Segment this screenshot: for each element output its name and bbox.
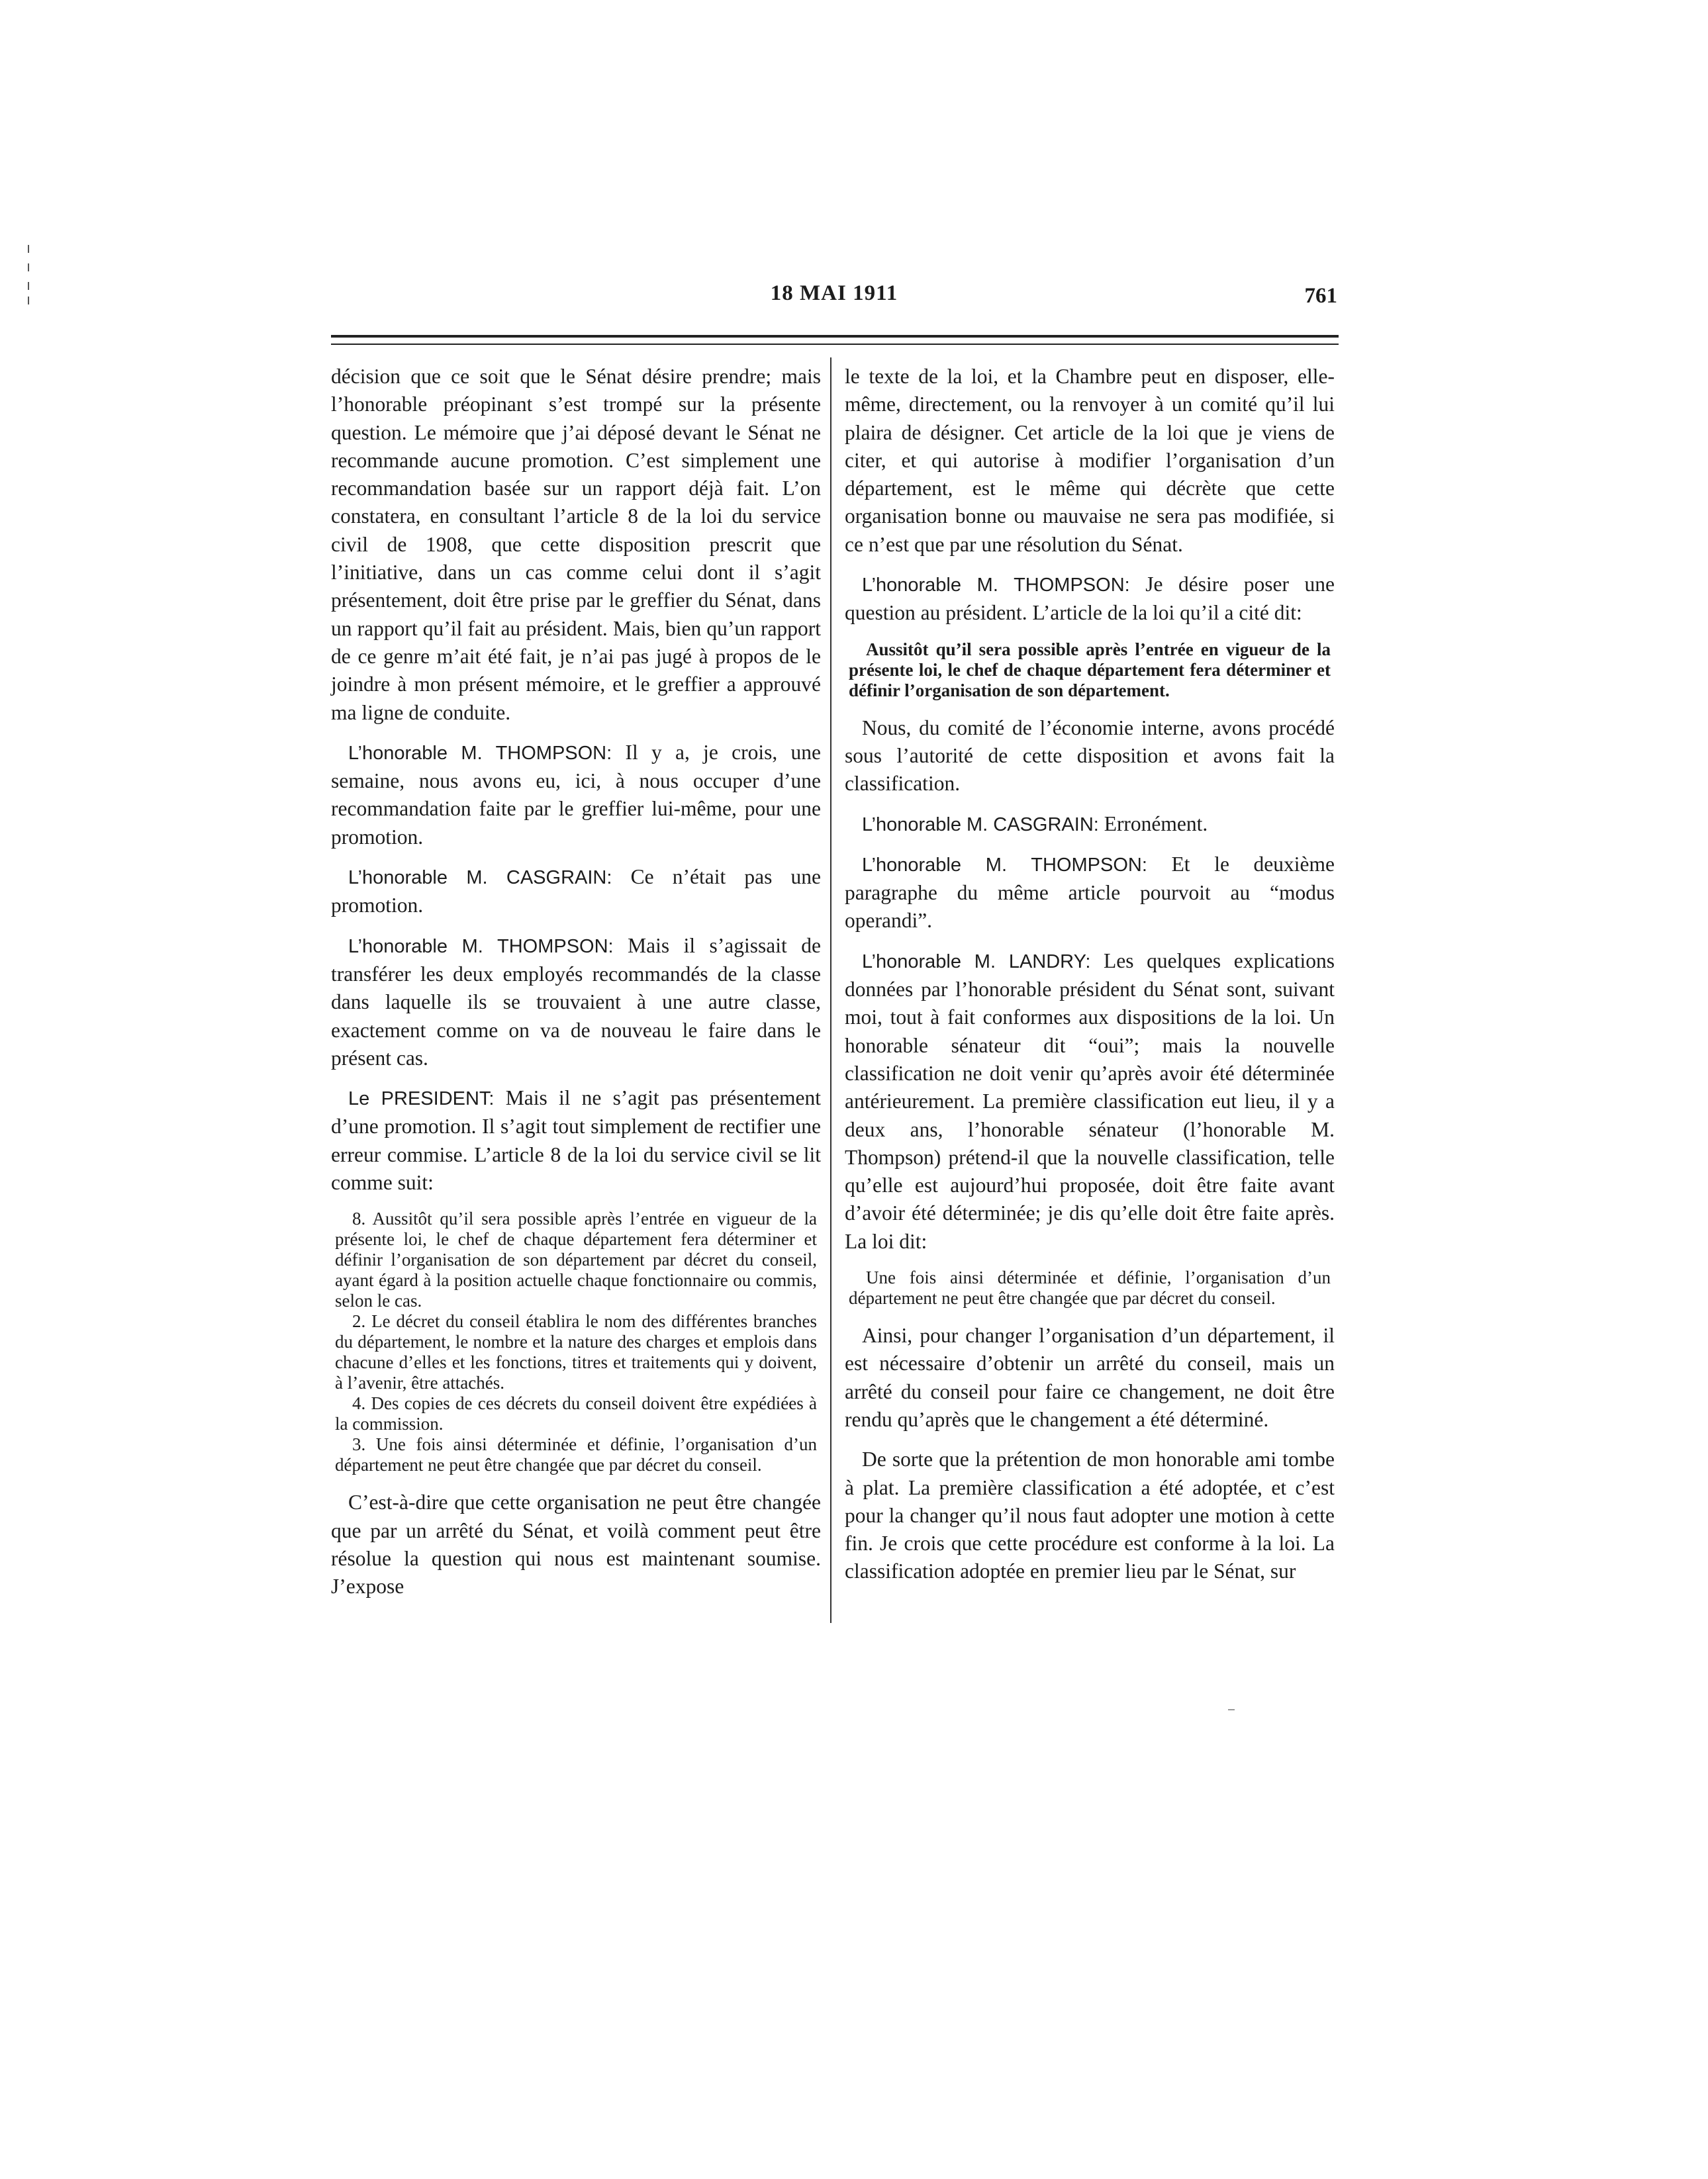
speaker-name: L’honorable M. CASGRAIN: [862,813,1099,835]
header-date: 18 MAI 1911 [770,281,898,305]
speaker-name: Le PRESIDENT: [348,1088,495,1110]
speech-paragraph [845,851,1335,935]
quotation-paragraph: 3. Une fois ainsi déterminée et définie, l’organisation d’un département ne peut être changée que par décret du conseil. [335,1434,817,1475]
speech-paragraph [331,932,821,1072]
page-header [331,281,1337,321]
quotation-paragraph: Une fois ainsi déterminée et définie, l’organisation d’un département ne peut être changée que par décret du conseil. [849,1268,1331,1309]
speech-text: Erronément. [1104,811,1208,835]
speaker-name: L’honorable M. THOMPSON: [348,742,612,764]
speech-text: Il y a, je crois, une semaine, nous avons eu, ici, à nous occuper d’une recommandation faite par le greffier lui-même, pour une promotion. [331,740,822,849]
speaker-name: L’honorable M. CASGRAIN: [348,867,612,889]
speech-paragraph [331,739,821,851]
speaker-name: L’honorable M. THOMPSON: [348,935,614,957]
header-rule-thin [331,344,1339,345]
law-quotation [335,1209,817,1475]
law-quotation [849,1268,1331,1309]
left-column [331,363,821,1613]
speech-text: Mais il s’agissait de transférer les deux employés recommandés de la classe dans laquelle ils se trouvaient à une autre classe, exactement comme on va de nouveau le faire dans le présent cas. [331,933,822,1070]
header-rule-thick [331,335,1339,338]
quotation-paragraph: 4. Des copies de ces décrets du conseil doivent être expédiées à la commission. [335,1393,817,1434]
speech-paragraph [845,947,1335,1256]
speaker-name: L’honorable M. THOMPSON: [862,575,1130,596]
speech-paragraph [845,571,1335,627]
body-paragraph: De sorte que la prétention de mon honorable ami tombe à plat. La première classification a été adoptée, et c’est pour la changer qu’il nous faut adopter une motion à cette fin. Je crois que cette procédure est conforme à la loi. La classification adoptée en premier lieu par le Sénat, sur [845,1448,1335,1583]
body-paragraph: C’est-à-dire que cette organisation ne peut être changée que par un arrêté du Sénat, et voilà comment peut être résolue la question qui nous est maintenant soumise. J’expose [331,1491,821,1599]
body-paragraph: Ainsi, pour changer l’organisation d’un département, il est nécessaire d’obtenir un arrêté du conseil, mais un arrêté du conseil pour faire ce changement, ne doit être rendu qu’après que le changement a été déterminé. [845,1324,1335,1431]
body-paragraph: Nous, du comité de l’économie interne, avons procédé sous l’autorité de cette disposition et avons fait la classification. [845,716,1335,796]
speech-text: Je désire poser une question au président. L’article de la loi qu’il a cité dit: [845,573,1335,625]
quotation-paragraph: 8. Aussitôt qu’il sera possible après l’entrée en vigueur de la présente loi, le chef de chaque département fera déterminer et définir l’organisation de son département par décret du conseil, ayant égard à la position actuelle chaque fonctionnaire ou commis, selon le cas. [335,1209,817,1311]
margin-marks [28,245,30,304]
law-quotation [849,639,1331,701]
speaker-name: L’honorable M. LANDRY: [862,950,1091,972]
speech-text: Et le deuxième paragraphe du même article pourvoit au “modus operandi”. [845,852,1335,933]
speech-paragraph [331,1084,821,1197]
speech-text: Mais il ne s’agit pas présentement d’une promotion. Il s’agit tout simplement de rectifier une erreur commise. L’article 8 de la loi du service civil se lit comme suit: [331,1086,821,1195]
right-column [845,363,1335,1598]
speech-paragraph [845,810,1335,839]
page-number: 761 [1304,284,1337,308]
quotation-paragraph: 2. Le décret du conseil établira le nom des différentes branches du département, le nombre et la nature des charges et emplois dans chacune d’elles et les fonctions, titres et traitements qui y doivent, à l’avenir, être attachés. [335,1311,817,1393]
column-divider [830,357,831,1623]
speech-paragraph [331,863,821,920]
speech-text: Ce n’était pas une promotion. [331,865,822,917]
continued-paragraph: décision que ce soit que le Sénat désire prendre; mais l’honorable préopinant s’est trompé sur la présente question. Le mémoire que j’ai déposé devant le Sénat ne recommande aucune promotion. C’est simplement une recommandation basée sur un rapport déjà fait. L’on constatera, en consultant l’article 8 de la loi du service civil de 1908, que cette disposition prescrit que l’initiative, dans un cas comme celui dont il s’agit présentement, doit être prise par le greffier du Sénat, dans un rapport qu’il fait au président. Mais, bien qu’un rapport de ce genre m’ait été fait, je n’ai pas jugé à propos de le joindre à mon présent mémoire, et le greffier a approuvé ma ligne de conduite. [331,365,821,724]
speaker-name: L’honorable M. THOMPSON: [862,854,1147,876]
speech-text: Les quelques explications données par l’honorable président du Sénat sont, suivant moi, tout à fait conformes aux dispositions de la loi. Un honorable sénateur dit “oui”; mais la nouvelle classification ne doit venir qu’après avoir été déterminée antérieurement. La première classification eut lieu, il y a deux ans, l’honorable sénateur (l’honorable M. Thompson) prétend-il que la nouvelle classification, telle qu’elle est aujourd’hui proposée, doit être faite avant d’avoir été déterminée; je dis qu’elle doit être faite après. La loi dit: [845,949,1335,1253]
continued-paragraph: le texte de la loi, et la Chambre peut en disposer, elle-même, directement, ou la renvoyer à un comité qu’il lui plaira de désigner. Cet article de la loi que je viens de citer, et qui autorise à modifier l’organisation d’un département, est le même qui décrète que cette organisation bonne ou mauvaise ne sera pas modifiée, si ce n’est que par une résolution du Sénat. [845,365,1335,556]
quotation-paragraph: Aussitôt qu’il sera possible après l’entrée en vigueur de la présente loi, le chef de chaque département fera déterminer et définir l’organisation de son département. [849,639,1331,700]
footer-mark [1228,1709,1235,1710]
